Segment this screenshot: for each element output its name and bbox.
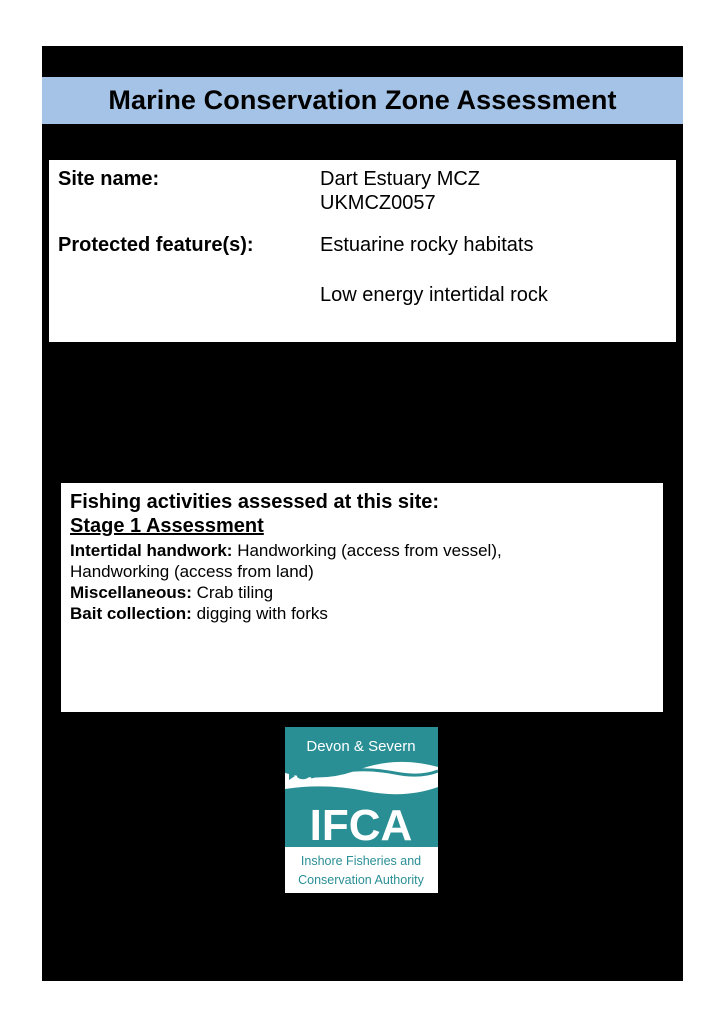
activity-line [70, 582, 660, 603]
ifca-logo [285, 727, 438, 893]
protected-feature-item: Low energy intertidal rock [320, 284, 548, 306]
site-name-value: Dart Estuary MCZ [320, 168, 481, 190]
activity-category: Bait collection: [70, 604, 192, 623]
activity-line [70, 540, 660, 561]
logo-line-2: Conservation Authority [298, 873, 424, 887]
protected-features-label: Protected feature(s): [58, 234, 254, 256]
activity-text: Handworking (access from land) [70, 562, 314, 581]
stage-heading: Stage 1 Assessment [70, 515, 264, 537]
fishing-activities-panel [61, 483, 663, 712]
protected-feature-item: Estuarine rocky habitats [320, 234, 534, 256]
site-name-label: Site name: [58, 168, 160, 190]
logo-line-1: Inshore Fisheries and [300, 854, 422, 868]
logo-top-text: Devon & Severn [306, 738, 416, 755]
activity-text: digging with forks [191, 604, 328, 623]
activity-line [70, 603, 660, 624]
logo-acronym: IFCA [309, 801, 413, 850]
activity-line [70, 561, 660, 582]
page-title: Marine Conservation Zone Assessment [108, 85, 617, 115]
cover-page [42, 46, 683, 981]
site-code-value: UKMCZ0057 [320, 192, 436, 214]
activity-text: Crab tiling [191, 583, 274, 602]
activities-heading: Fishing activities assessed at this site: [70, 491, 440, 513]
activity-text: Handworking (access from vessel), [232, 541, 502, 560]
activity-category: Miscellaneous: [70, 583, 192, 602]
title-bar [42, 77, 683, 124]
activity-category: Intertidal handwork: [70, 541, 233, 560]
site-info-panel [49, 160, 676, 342]
